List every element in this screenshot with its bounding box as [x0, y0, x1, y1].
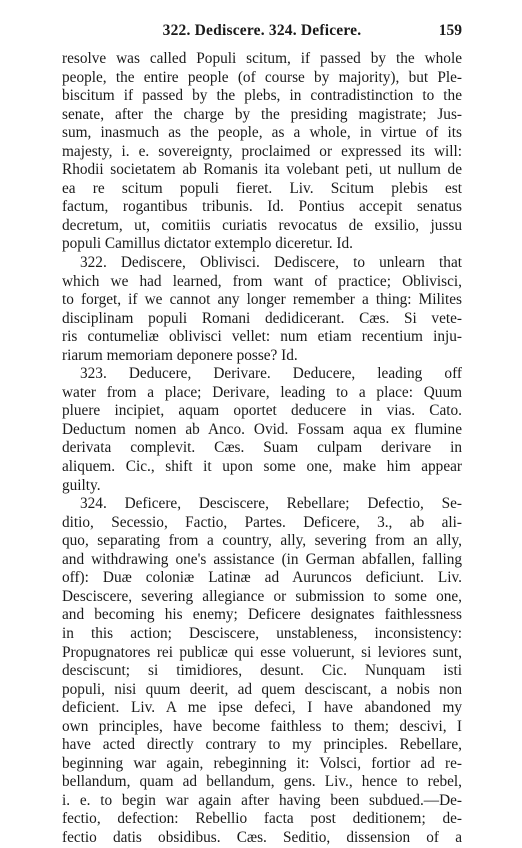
text-line: biscitum if passed by the plebs, in contradistinction to the	[62, 87, 462, 105]
text-line: guilty.	[62, 476, 101, 494]
text-line: which we had learned, from want of practice; Oblivisci,	[62, 272, 462, 290]
text-line: sum, inasmuch as the people, as a whole, in virtue of its	[62, 124, 462, 142]
text-line: and withdrawing one's assistance (in German abfallen, falling	[62, 550, 462, 568]
body-text	[62, 50, 462, 848]
text-line: fectio datis obsidibus. Cæs. Seditio, dissension of a	[62, 828, 462, 846]
text-line: off): Duæ coloniæ Latinæ ad Auruncos deficiunt. Liv.	[62, 569, 462, 587]
text-line: pluere incipiet, aquam oportet deducere in vias. Cato.	[62, 402, 462, 420]
running-title: 322. Dediscere. 324. Deficere.	[162, 22, 362, 39]
text-line: decretum, ut, comitiis curiatis revocatus de exsilio, jussu	[62, 216, 462, 234]
text-line: Propugnatores rei publicæ qui esse voluerunt, si leviores sunt,	[62, 643, 462, 661]
text-line: majesty, i. e. sovereignty, proclaimed or expressed its will:	[62, 142, 462, 160]
text-line: disciplinam populi Romani dedidicerant. Cæs. Si vete-	[62, 309, 462, 327]
page-number: 159	[438, 22, 462, 39]
text-line: fectio, defection: Rebellio facta post deditionem; de-	[62, 810, 462, 828]
text-line: Desciscere, severing allegiance or submission to some one,	[62, 587, 462, 605]
text-line: ris contumeliæ oblivisci vellet: num etiam recentium inju-	[62, 328, 462, 346]
text-line: ea re scitum populi fieret. Liv. Scitum plebis est	[62, 179, 462, 197]
text-line: populi Camillus dictator extemplo diceretur. Id.	[62, 235, 353, 253]
text-line: bellandum, quam ad bellandum, gens. Liv., hence to rebel,	[62, 773, 462, 791]
text-line: in this action; Desciscere, unstableness, inconsistency:	[62, 624, 462, 642]
text-line: resolve was called Populi scitum, if passed by the whole	[62, 50, 462, 67]
text-line: aliquem. Cic., shift it upon some one, make him appear	[62, 458, 462, 476]
text-line: people, the entire people (of course by majority), but Ple-	[62, 68, 462, 86]
text-line: water from a place; Derivare, leading to a place: Quum	[62, 383, 462, 401]
section-324-heading-line: 324. Deficere, Desciscere, Rebellare; Defectio, Se-	[80, 495, 462, 513]
text-line: populi, nisi quum deerit, ad quem desciscant, a nobis non	[62, 680, 462, 698]
text-line: have acted directly contrary to my principles. Rebellare,	[62, 736, 462, 754]
text-line: Rhodii societatem ab Romanis ita volebant peti, ut nullum de	[62, 161, 462, 179]
text-line: derivata complevit. Cæs. Suam culpam derivare in	[62, 439, 462, 457]
text-line: ditio, Secessio, Factio, Partes. Deficere, 3., ab ali-	[62, 513, 462, 531]
section-323-heading-line: 323. Deducere, Derivare. Deducere, leading off	[80, 365, 462, 383]
page-header	[62, 22, 462, 42]
text-line: senate, after the charge by the presiding magistrate; Jus-	[62, 105, 462, 123]
text-line: beginning war again, rebeginning it: Volsci, fortior ad re-	[62, 754, 462, 772]
text-line: desciscunt; si timidiores, desunt. Cic. Nunquam isti	[62, 662, 462, 680]
text-line: to forget, if we cannot any longer remember a thing: Milites	[62, 291, 462, 309]
text-line: deficient. Liv. A me ipse defeci, I have abandoned my	[62, 699, 462, 717]
text-line: factum, rogantibus tribunis. Id. Pontius accepit senatus	[62, 198, 462, 216]
text-line: riarum memoriam deponere posse? Id.	[62, 346, 298, 364]
section-322-heading-line: 322. Dediscere, Oblivisci. Dediscere, to unlearn that	[80, 254, 462, 272]
text-line: Deductum nomen ab Anco. Ovid. Fossam aqua ex flumine	[62, 420, 462, 438]
text-line: own principles, have become faithless to them; descivi, I	[62, 717, 462, 735]
text-line: quo, separating from a country, ally, severing from an ally,	[62, 532, 462, 550]
text-line: i. e. to begin war again after having been subdued.—De-	[62, 791, 462, 809]
text-line: and becoming his enemy; Deficere designates faithlessness	[62, 606, 462, 624]
